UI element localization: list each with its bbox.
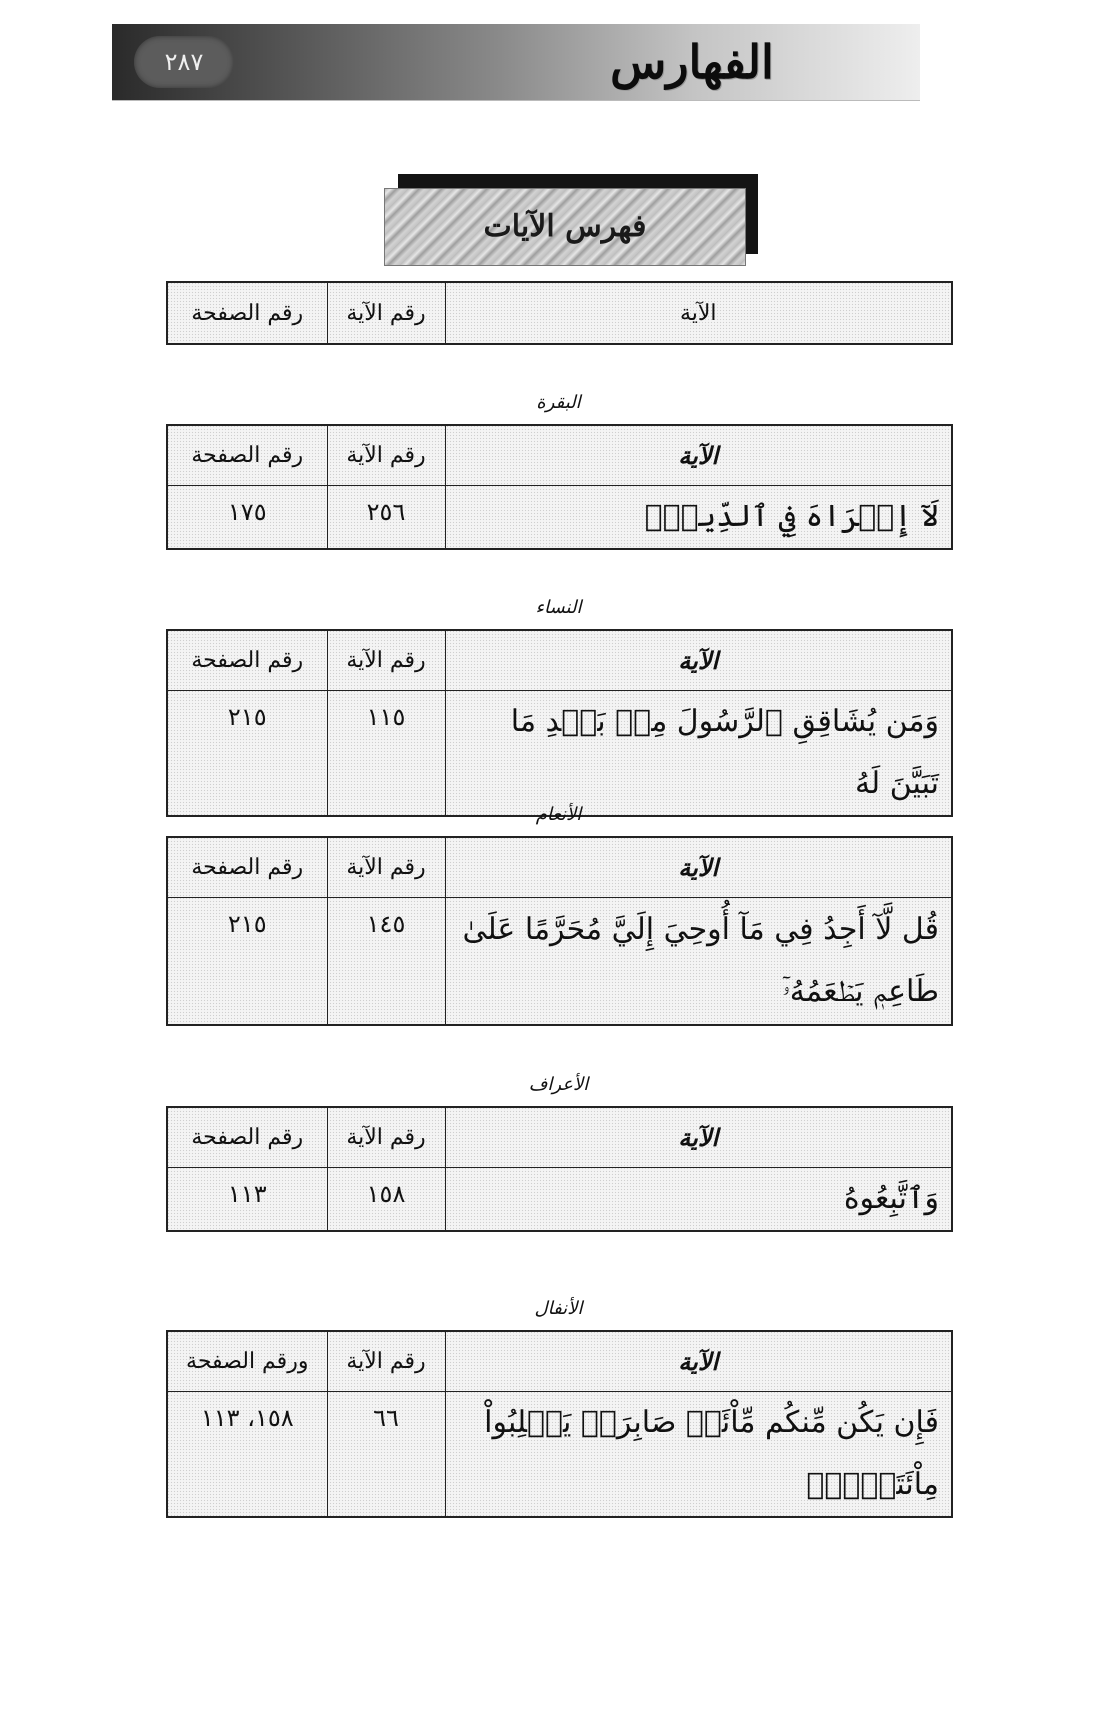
master-header-ayah-number: رقم الآية	[327, 282, 445, 344]
row-ayah-number: ١٥٨	[327, 1167, 445, 1231]
surah-name: النساء	[535, 597, 582, 618]
surah-table	[166, 1330, 953, 1518]
header-ayah: الآية	[445, 1331, 952, 1391]
master-header-ayah: الآية	[445, 282, 952, 344]
table-header-row	[167, 630, 952, 690]
header-ayah-number: رقم الآية	[327, 1107, 445, 1167]
row-page-number: ١٥٨، ١١٣	[167, 1391, 327, 1517]
header-ayah: الآية	[445, 1107, 952, 1167]
table-row	[167, 1391, 952, 1517]
table-row	[167, 690, 952, 816]
header-ayah-number: رقم الآية	[327, 1331, 445, 1391]
master-header-page-number: رقم الصفحة	[167, 282, 327, 344]
master-header-row	[167, 282, 952, 344]
header-page-number: رقم الصفحة	[167, 837, 327, 897]
page-number: ٢٨٧	[134, 36, 234, 88]
header-ayah-number: رقم الآية	[327, 630, 445, 690]
table-header-row	[167, 425, 952, 485]
row-ayah-number: ١١٥	[327, 690, 445, 816]
header-page-number: ورقم الصفحة	[167, 1331, 327, 1391]
header-ayah-number: رقم الآية	[327, 425, 445, 485]
surah-table	[166, 629, 953, 817]
surah-name: البقرة	[536, 392, 581, 413]
page-header	[112, 24, 920, 100]
row-ayah-text: لَآ إِكۡرَاهَ فِي ٱلدِّينِۖ	[445, 485, 952, 549]
row-ayah-text: وَٱتَّبِعُوهُ	[445, 1167, 952, 1231]
header-ayah: الآية	[445, 837, 952, 897]
row-page-number: ٢١٥	[167, 690, 327, 816]
row-page-number: ١٧٥	[167, 485, 327, 549]
table-row	[167, 897, 952, 1025]
surah-table	[166, 836, 953, 1026]
surah-name: الأنعام	[535, 804, 582, 825]
header-page-number: رقم الصفحة	[167, 630, 327, 690]
row-ayah-number: ١٤٥	[327, 897, 445, 1025]
row-ayah-number: ٢٥٦	[327, 485, 445, 549]
header-page-number: رقم الصفحة	[167, 1107, 327, 1167]
row-ayah-number: ٦٦	[327, 1391, 445, 1517]
table-header-row	[167, 1107, 952, 1167]
table-row	[167, 485, 952, 549]
surah-table	[166, 1106, 953, 1232]
table-header-row	[167, 1331, 952, 1391]
banner-face	[384, 188, 746, 266]
table-header-row	[167, 837, 952, 897]
section-title: فهرس الآيات	[483, 209, 647, 244]
header-page-number: رقم الصفحة	[167, 425, 327, 485]
row-page-number: ١١٣	[167, 1167, 327, 1231]
table-row	[167, 1167, 952, 1231]
running-title: الفهارس	[610, 35, 774, 89]
row-ayah-text: فَإِن يَكُن مِّنكُم مِّاْئَةٞ صَابِرَةٞ يَغۡلِبُواْ مِاْئَتَيۡنِۚ	[445, 1391, 952, 1517]
surah-name: الأنفال	[534, 1298, 583, 1319]
header-ayah: الآية	[445, 630, 952, 690]
header-ayah-number: رقم الآية	[327, 837, 445, 897]
row-page-number: ٢١٥	[167, 897, 327, 1025]
header-ayah: الآية	[445, 425, 952, 485]
section-banner	[398, 174, 758, 262]
master-header-table	[166, 281, 953, 345]
surah-name: الأعراف	[528, 1074, 589, 1095]
row-ayah-text: قُل لَّآ أَجِدُ فِي مَآ أُوحِيَ إِلَيَّ مُحَرَّمًا عَلَىٰ طَاعِمٖ يَطۡعَمُهُۥٓ	[445, 897, 952, 1025]
row-ayah-text: وَمَن يُشَاقِقِ ٱلرَّسُولَ مِنۢ بَعۡدِ مَا تَبَيَّنَ لَهُ	[445, 690, 952, 816]
surah-table	[166, 424, 953, 550]
